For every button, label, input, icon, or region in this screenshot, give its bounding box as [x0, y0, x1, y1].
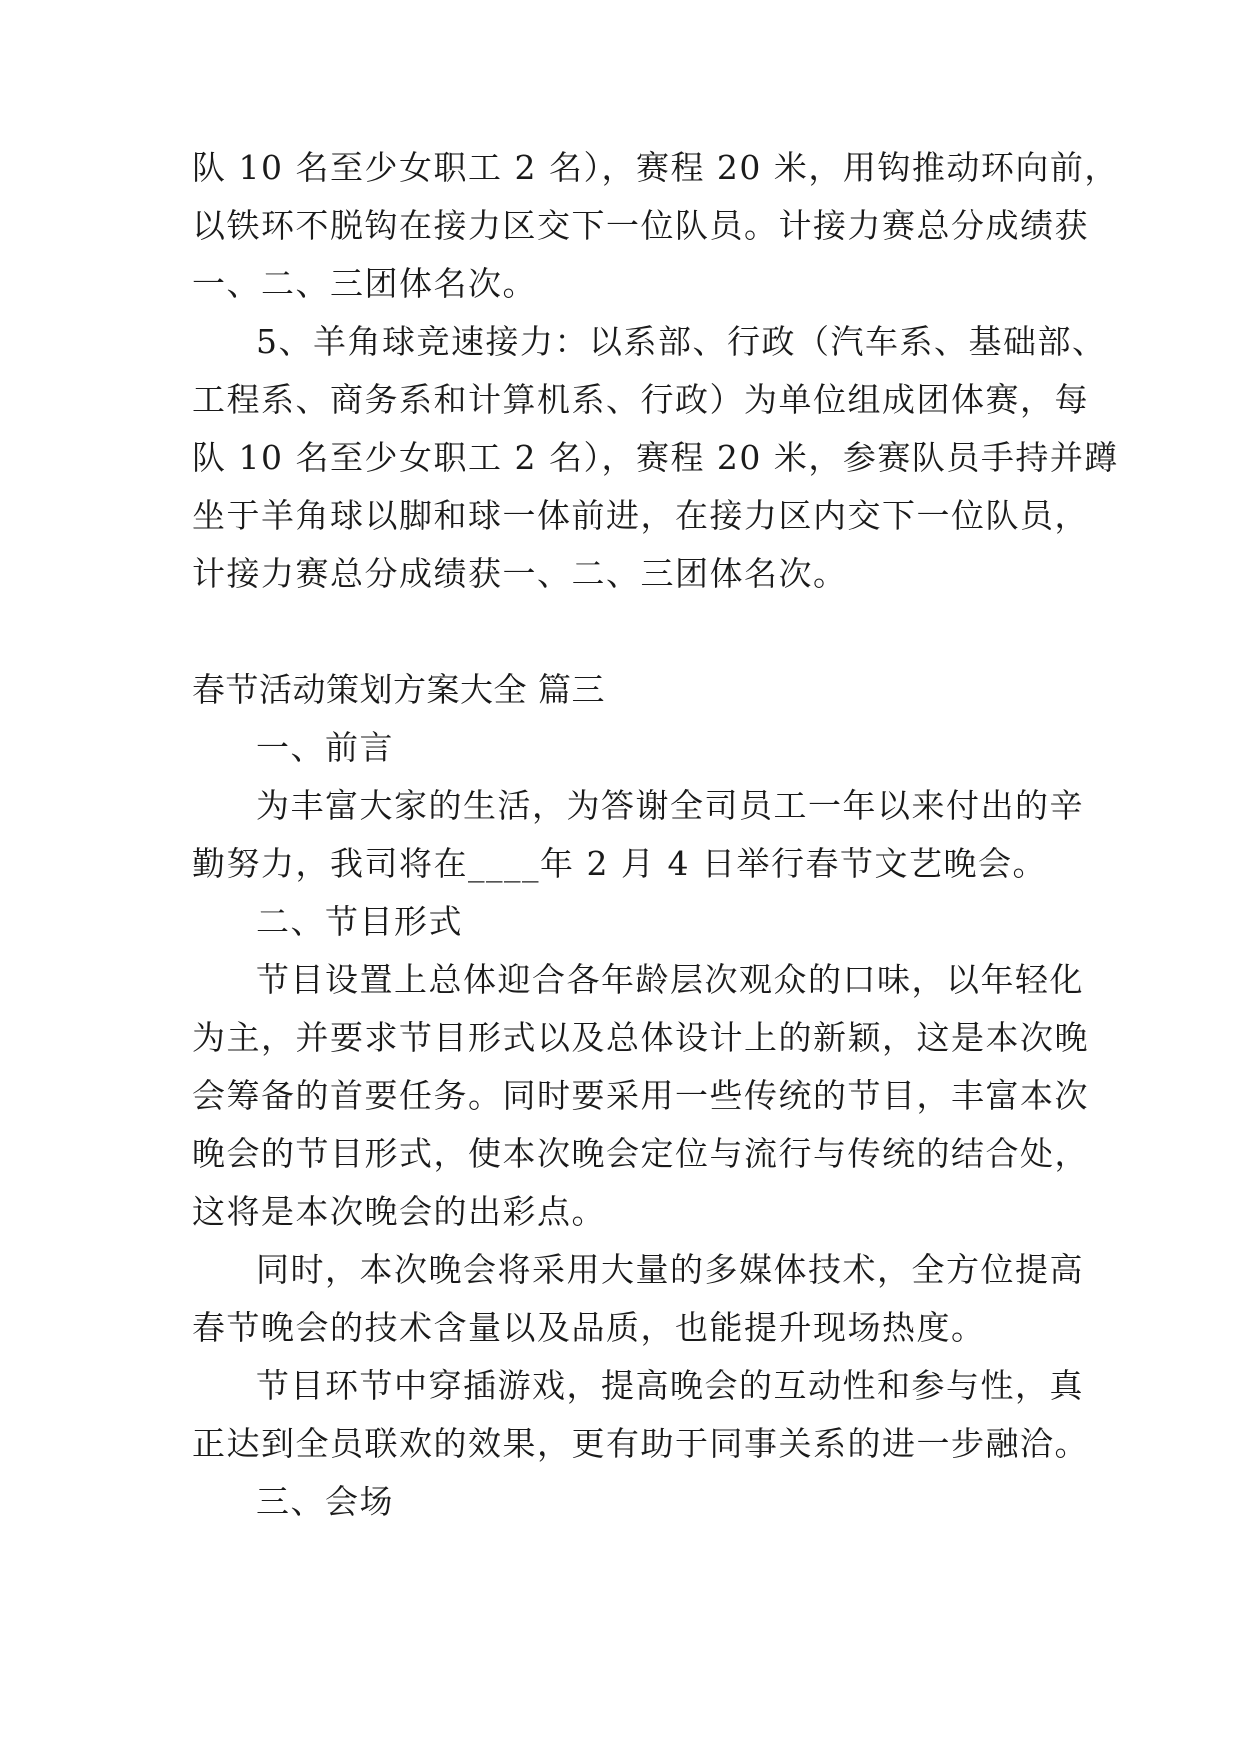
paragraph-line: 这将是本次晚会的出彩点。 — [192, 1192, 606, 1231]
paragraph-line: 工程系、商务系和计算机系、行政）为单位组成团体赛，每 — [192, 380, 1089, 419]
paragraph-line: 节目设置上总体迎合各年龄层次观众的口味，以年轻化 — [256, 960, 1084, 999]
section-heading: 一、前言 — [256, 728, 394, 767]
paragraph-line: 以铁环不脱钩在接力区交下一位队员。计接力赛总分成绩获 — [192, 206, 1089, 245]
paragraph-line: 晚会的节目形式，使本次晚会定位与流行与传统的结合处， — [192, 1134, 1089, 1173]
paragraph-line: 为丰富大家的生活，为答谢全司员工一年以来付出的辛 — [256, 786, 1084, 825]
paragraph-line: 5、羊角球竞速接力：以系部、行政（汽车系、基础部、 — [256, 322, 1107, 361]
paragraph-line: 春节晚会的技术含量以及品质，也能提升现场热度。 — [192, 1308, 986, 1347]
paragraph-line: 一、二、三团体名次。 — [192, 264, 537, 303]
paragraph-line: 同时，本次晚会将采用大量的多媒体技术，全方位提高 — [256, 1250, 1084, 1289]
paragraph-line: 队 10 名至少女职工 2 名），赛程 20 米，参赛队员手持并蹲 — [192, 438, 1119, 477]
paragraph-line: 计接力赛总分成绩获一、二、三团体名次。 — [192, 554, 848, 593]
section-heading: 二、节目形式 — [256, 902, 463, 941]
paragraph-line: 为主，并要求节目形式以及总体设计上的新颖，这是本次晚 — [192, 1018, 1089, 1057]
paragraph-line: 队 10 名至少女职工 2 名），赛程 20 米，用钩推动环向前， — [192, 148, 1119, 187]
paragraph-line: 正达到全员联欢的效果，更有助于同事关系的进一步融洽。 — [192, 1424, 1089, 1463]
paragraph-line: 坐于羊角球以脚和球一体前进，在接力区内交下一位队员， — [192, 496, 1089, 535]
paragraph-line: 节目环节中穿插游戏，提高晚会的互动性和参与性，真 — [256, 1366, 1084, 1405]
paragraph-line: 会筹备的首要任务。同时要采用一些传统的节目，丰富本次 — [192, 1076, 1089, 1115]
paragraph-line: 勤努力，我司将在____年 2 月 4 日举行春节文艺晚会。 — [192, 844, 1047, 883]
section-title: 春节活动策划方案大全 篇三 — [192, 670, 605, 709]
section-heading: 三、会场 — [256, 1482, 394, 1521]
